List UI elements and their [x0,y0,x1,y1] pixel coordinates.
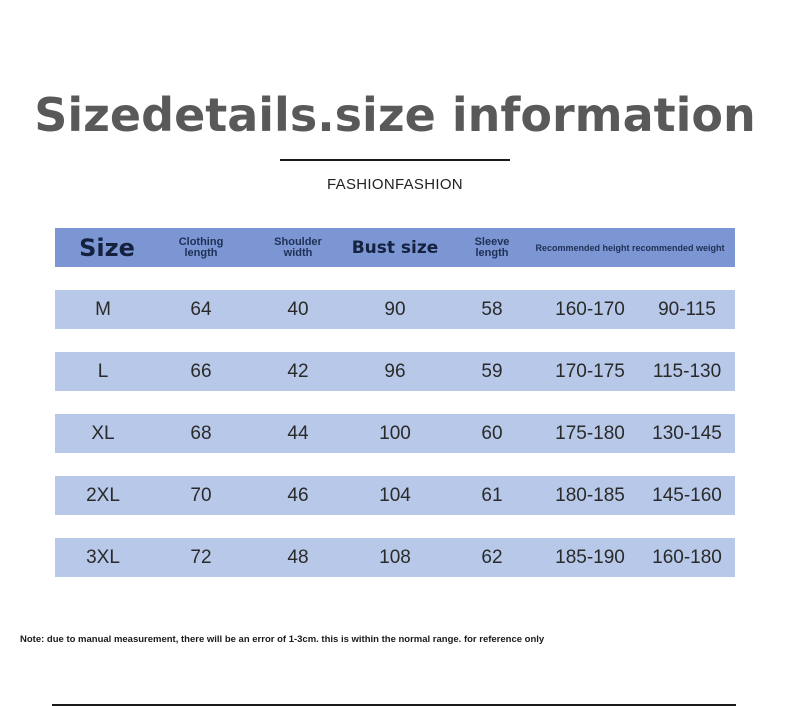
cell-sleeve-length: 58 [481,298,503,320]
cell-size: XL [91,422,115,444]
cell-shoulder-width: 44 [287,422,309,444]
cell-clothing-length: 72 [190,546,212,568]
cell-weight: 90-115 [658,298,716,320]
table-row [55,352,735,391]
header-clothing-length-line2: length [184,246,218,259]
cell-bust-size: 96 [384,360,406,382]
cell-bust-size: 90 [384,298,406,320]
cell-height: 160-170 [555,298,625,320]
cell-bust-size: 104 [379,484,411,506]
header-size: Size [79,233,135,262]
subtitle: FASHIONFASHION [327,176,463,193]
cell-height: 170-175 [555,360,625,382]
cell-clothing-length: 64 [190,298,212,320]
cell-clothing-length: 68 [190,422,212,444]
cell-shoulder-width: 46 [287,484,309,506]
table-row [55,414,735,453]
cell-size: 3XL [86,546,120,568]
measurement-note: Note: due to manual measurement, there will be an error of 1-3cm. this is within the normal range. for reference only [20,634,545,645]
table-row [55,476,735,515]
cell-size: M [95,298,111,320]
cell-sleeve-length: 62 [481,546,503,568]
header-bust-size: Bust size [351,237,439,258]
cell-height: 180-185 [555,484,625,506]
cell-size: 2XL [86,484,120,506]
table-row [55,538,735,577]
page-title: Sizedetails.size information [34,88,756,142]
table-header-row [55,228,735,267]
table-row [55,290,735,329]
cell-clothing-length: 66 [190,360,212,382]
cell-weight: 130-145 [652,422,722,444]
title-divider [280,159,510,161]
cell-clothing-length: 70 [190,484,212,506]
header-clothing-length [179,228,224,267]
header-shoulder-width-line2: width [283,246,313,259]
cell-shoulder-width: 40 [287,298,309,320]
cell-weight: 115-130 [652,360,722,382]
cell-weight: 160-180 [652,546,722,568]
cell-shoulder-width: 48 [287,546,309,568]
cell-sleeve-length: 60 [481,422,503,444]
header-sleeve-length-line1: Sleeve [474,235,510,248]
cell-bust-size: 108 [379,546,411,568]
cell-shoulder-width: 42 [287,360,309,382]
header-sleeve-length-line2: length [475,246,509,259]
header-clothing-length-line1: Clothing [178,235,224,248]
cell-bust-size: 100 [379,422,411,444]
header-recommended: Recommended height recommended weight [535,242,725,253]
cell-sleeve-length: 61 [481,484,503,506]
cell-size: L [97,360,109,382]
header-shoulder-width [274,228,322,267]
cell-weight: 145-160 [652,484,722,506]
header-shoulder-width-line1: Shoulder [274,235,322,248]
cell-height: 175-180 [555,422,625,444]
cell-height: 185-190 [555,546,625,568]
cell-sleeve-length: 59 [481,360,503,382]
header-sleeve-length [475,228,510,267]
